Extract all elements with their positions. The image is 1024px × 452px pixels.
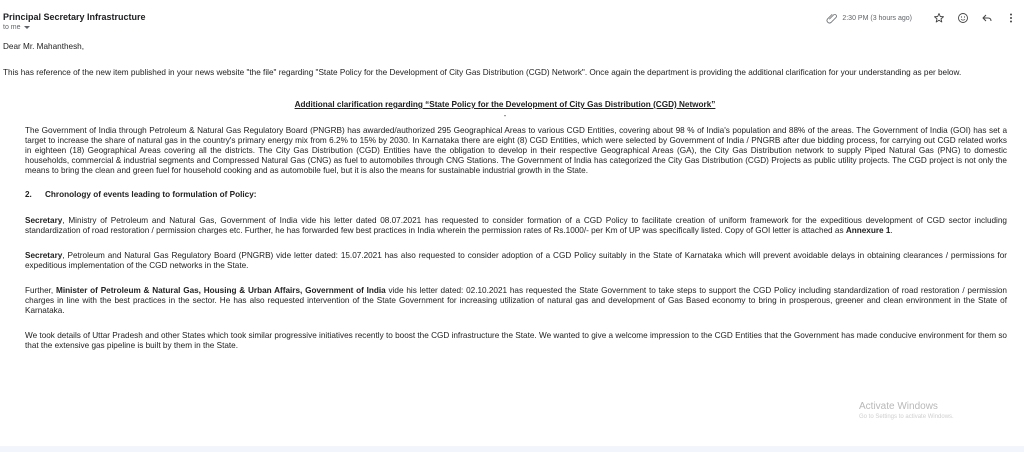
activate-windows-subtitle: Go to Settings to activate Windows. [859,414,954,420]
timestamp: 2:30 PM (3 hours ago) [842,14,912,22]
greeting: Dear Mr. Mahanthesh, [3,42,85,51]
star-icon[interactable] [932,11,946,25]
bold-minister: Minister of Petroleum & Natural Gas, Housing & Urban Affairs, Government of India [56,286,386,295]
section-heading [25,190,1007,200]
p3-text: , Petroleum and Natural Gas Regulatory Board (PNGRB) vide letter dated: 15.07.2021 has also requested to consider adoption of a CGD Policy suitably in the State of Karnataka which will prevent avoidable delays in obtaining clearances / permissions for expeditious implementation of the CGD networks in the State. [25,251,1007,270]
more-vert-icon[interactable] [1004,11,1018,25]
bottom-shade [0,446,1024,452]
activate-windows-watermark: Activate Windows [859,401,938,412]
p4-text: vide his letter dated: 02.10.2021 has requested the State Government to take steps to support the CGD Policy including standardization of road restoration / permission charges in line with the best practices in the sector. He has also requested intervention of the State Government for increasing utilization of natural gas and development of Gas Based economy to bring in prosperous, greener and clean environment in the State of Karnataka. [25,286,1007,315]
recipient-label: to me [3,24,21,31]
sender-name[interactable]: Principal Secretary Infrastructure [3,12,146,22]
paragraph-secretary-pngrb [25,251,1007,271]
paragraph-minister [25,286,1007,316]
email-body [3,42,1007,366]
paragraph-other-states: We took details of Uttar Pradesh and other States which took similar progressive initiatives recently to boost the CGD infrastructure the State. We wanted to give a welcome impression to the CGD Entities that the Government has made conducive environment for them so that the extensive gas pipeline is built by them in the State. [25,331,1007,350]
p2-text: , Ministry of Petroleum and Natural Gas, Government of India vide his letter dated 08.07.2021 has requested to consider formation of a CGD Policy to facilitate creation of uniform framework for the expeditious development of CGD sector including standardization of road restoration / permission charges etc. Further, he has forwarded few best practices in India wherein the permission rates of Rs.1000/- per Km of UP was specifically listed. Copy of GOI letter is attached as [25,216,1007,235]
emoji-icon[interactable] [956,11,970,25]
reply-icon[interactable] [980,11,994,25]
section-number: 2. [25,190,32,199]
email-header [0,0,1024,40]
paragraph-background: The Government of India through Petroleum & Natural Gas Regulatory Board (PNGRB) has awarded/authorized 295 Geographical Areas to various CGD Entities, covering about 98 % of India's population and 88% of the areas. The Government of India (GOI) has set a target to increase the share of natural gas in the country's primary energy mix from 6.2% to 15% by 2030. In Karnataka there are eight (8) CGD Entities, which were selected by Government of India / PNGRB after due bidding process, for carrying out CGD related works in eighteen (18) Geographical Areas covering all the districts. The City Gas Distribution (CGD) Entities have the obligation to develop in their respective Geographical Areas (GA), the City Gas Distribution network to supply Piped Natural Gas (PNG) to domestic households, commercial & industrial segments and Compressed Natural Gas (CNG) as fuel to automobiles through CNG Stations. The Government of India has categorized the City Gas Distribution (CGD) Projects as public utility projects. The CGD project is not only the means to bring the clean and green fuel for household cooking and as automobile fuel, but it is also the means for sustainable industrial growth in the State. [25,126,1007,175]
message-actions [826,9,1018,27]
paperclip-icon [826,12,838,24]
chevron-down-icon[interactable] [24,26,30,29]
paragraph-secretary-mopng [25,216,1007,236]
bold-secretary: Secretary [25,216,63,225]
p2-end: . [890,226,893,235]
heading-dash: - [503,111,507,120]
clarification-heading: Additional clarification regarding “State Policy for the Development of City Gas Distribution (CGD) Network” [294,100,716,109]
intro-paragraph: This has reference of the new item published in your news website "the file" regarding "State Policy for the Development of City Gas Distribution (CGD) Network". Once again the department is providing the additional clarification for your understanding as per below. [3,68,962,77]
annexure-ref: Annexure 1 [845,226,891,235]
bold-secretary-pngrb: Secretary [25,251,63,260]
recipient-details[interactable] [3,24,30,31]
p4-start: Further, [25,286,56,295]
section-title: Chronology of events leading to formulation of Policy: [45,190,257,199]
